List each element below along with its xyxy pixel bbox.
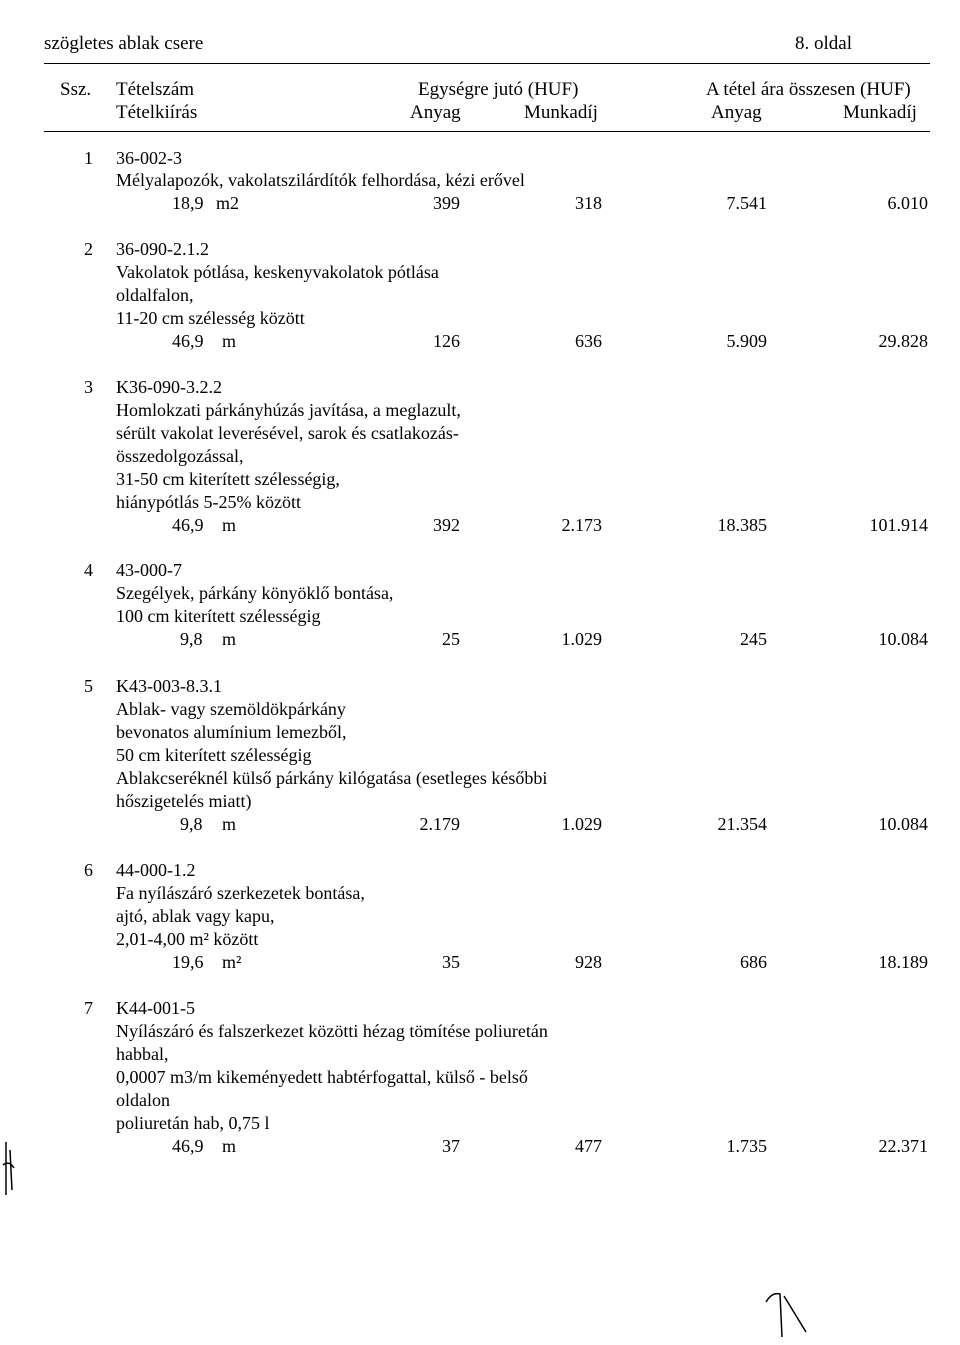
- item-number: 6: [84, 860, 93, 880]
- col-header-total-anyag: Anyag: [711, 102, 762, 123]
- item-desc-line: ajtó, ablak vagy kapu,: [116, 906, 275, 926]
- item-code: 36-090-2.1.2: [116, 239, 209, 259]
- unit-price-munkadij: 2.173: [561, 515, 602, 535]
- col-header-unit-anyag: Anyag: [410, 102, 461, 123]
- item-unit: m: [222, 814, 237, 834]
- unit-price-munkadij: 636: [575, 331, 602, 351]
- item-desc-line: 31-50 cm kiterített szélességig,: [116, 469, 340, 489]
- item-desc-line: 100 cm kiterített szélességig: [116, 606, 321, 626]
- header-rule-bottom: [44, 131, 930, 132]
- item-desc-line: 0,0007 m3/m kikeményedett habtérfogattal, külső - belső: [116, 1067, 528, 1087]
- unit-price-anyag: 399: [433, 193, 460, 213]
- total-price-munkadij: 29.828: [878, 331, 928, 351]
- col-header-unit-group: Egységre jutó (HUF): [418, 79, 579, 100]
- col-header-tetelkiiras: Tételkiírás: [116, 102, 198, 123]
- total-price-munkadij: 22.371: [878, 1136, 928, 1156]
- total-price-anyag: 21.354: [717, 814, 767, 834]
- total-price-munkadij: 101.914: [869, 515, 928, 535]
- item-desc-line: Mélyalapozók, vakolatszilárdítók felhordása, kézi erővel: [116, 170, 525, 190]
- unit-price-munkadij: 928: [575, 952, 602, 972]
- total-price-anyag: 686: [740, 952, 767, 972]
- col-header-tetelszam: Tételszám: [116, 79, 195, 100]
- item-quantity: 46,9: [172, 1136, 204, 1156]
- unit-price-anyag: 25: [442, 629, 460, 649]
- col-header-total-munkadij: Munkadíj: [843, 102, 917, 123]
- item-unit: m: [222, 515, 237, 535]
- item-unit: m: [222, 629, 237, 649]
- unit-price-anyag: 2.179: [419, 814, 460, 834]
- item-desc-line: hőszigetelés miatt): [116, 791, 252, 811]
- item-number: 3: [84, 377, 93, 397]
- unit-price-munkadij: 1.029: [561, 814, 602, 834]
- item-quantity: 9,8: [180, 814, 203, 834]
- unit-price-anyag: 37: [442, 1136, 460, 1156]
- item-desc-line: Szegélyek, párkány könyöklő bontása,: [116, 583, 394, 603]
- col-header-unit-munkadij: Munkadíj: [524, 102, 598, 123]
- item-desc-line: habbal,: [116, 1044, 169, 1064]
- page-number: 8. oldal: [795, 33, 852, 54]
- item-code: 43-000-7: [116, 560, 182, 580]
- total-price-anyag: 18.385: [717, 515, 767, 535]
- handwritten-check-mark: [760, 1282, 820, 1342]
- unit-price-anyag: 35: [442, 952, 460, 972]
- header-rule-top: [44, 63, 930, 64]
- item-quantity: 18,9: [172, 193, 204, 213]
- item-code: K44-001-5: [116, 998, 195, 1018]
- unit-price-munkadij: 477: [575, 1136, 602, 1156]
- item-desc-line: összedolgozással,: [116, 446, 244, 466]
- item-quantity: 19,6: [172, 952, 204, 972]
- item-number: 2: [84, 239, 93, 259]
- item-unit: m: [222, 331, 237, 351]
- item-desc-line: oldalfalon,: [116, 285, 194, 305]
- total-price-munkadij: 10.084: [878, 629, 928, 649]
- col-header-total-group: A tétel ára összesen (HUF): [706, 79, 911, 100]
- total-price-munkadij: 18.189: [878, 952, 928, 972]
- margin-scribble-mark: [0, 1140, 20, 1200]
- total-price-anyag: 5.909: [726, 331, 767, 351]
- item-desc-line: Nyílászáró és falszerkezet közötti hézag tömítése poliuretán: [116, 1021, 548, 1041]
- item-quantity: 9,8: [180, 629, 203, 649]
- item-desc-line: 11-20 cm szélesség között: [116, 308, 305, 328]
- item-desc-line: hiánypótlás 5-25% között: [116, 492, 301, 512]
- item-number: 1: [84, 148, 93, 168]
- item-desc-line: Homlokzati párkányhúzás javítása, a meglazult,: [116, 400, 461, 420]
- unit-price-munkadij: 318: [575, 193, 602, 213]
- item-desc-line: 50 cm kiterített szélességig: [116, 745, 312, 765]
- item-unit: m²: [222, 952, 242, 972]
- item-number: 5: [84, 676, 93, 696]
- item-unit: m: [222, 1136, 237, 1156]
- item-desc-line: Vakolatok pótlása, keskenyvakolatok pótlása: [116, 262, 439, 282]
- item-number: 4: [84, 560, 93, 580]
- item-code: K36-090-3.2.2: [116, 377, 222, 397]
- item-number: 7: [84, 998, 93, 1018]
- item-quantity: 46,9: [172, 515, 204, 535]
- item-unit: m2: [216, 193, 240, 213]
- item-desc-line: sérült vakolat leverésével, sarok és csatlakozás-: [116, 423, 459, 443]
- total-price-anyag: 7.541: [726, 193, 767, 213]
- item-desc-line: bevonatos alumínium lemezből,: [116, 722, 347, 742]
- item-quantity: 46,9: [172, 331, 204, 351]
- unit-price-anyag: 392: [433, 515, 460, 535]
- total-price-anyag: 1.735: [726, 1136, 767, 1156]
- item-code: 36-002-3: [116, 148, 182, 168]
- item-desc-line: 2,01-4,00 m² között: [116, 929, 259, 949]
- item-code: K43-003-8.3.1: [116, 676, 222, 696]
- item-desc-line: oldalon: [116, 1090, 170, 1110]
- document-title: szögletes ablak csere: [44, 33, 204, 54]
- col-header-ssz: Ssz.: [60, 79, 92, 100]
- item-desc-line: Ablakcseréknél külső párkány kilógatása (esetleges későbbi: [116, 768, 548, 788]
- item-desc-line: Fa nyílászáró szerkezetek bontása,: [116, 883, 365, 903]
- total-price-munkadij: 10.084: [878, 814, 928, 834]
- total-price-anyag: 245: [740, 629, 767, 649]
- unit-price-anyag: 126: [433, 331, 460, 351]
- unit-price-munkadij: 1.029: [561, 629, 602, 649]
- item-desc-line: Ablak- vagy szemöldökpárkány: [116, 699, 346, 719]
- item-code: 44-000-1.2: [116, 860, 196, 880]
- total-price-munkadij: 6.010: [887, 193, 928, 213]
- item-desc-line: poliuretán hab, 0,75 l: [116, 1113, 270, 1133]
